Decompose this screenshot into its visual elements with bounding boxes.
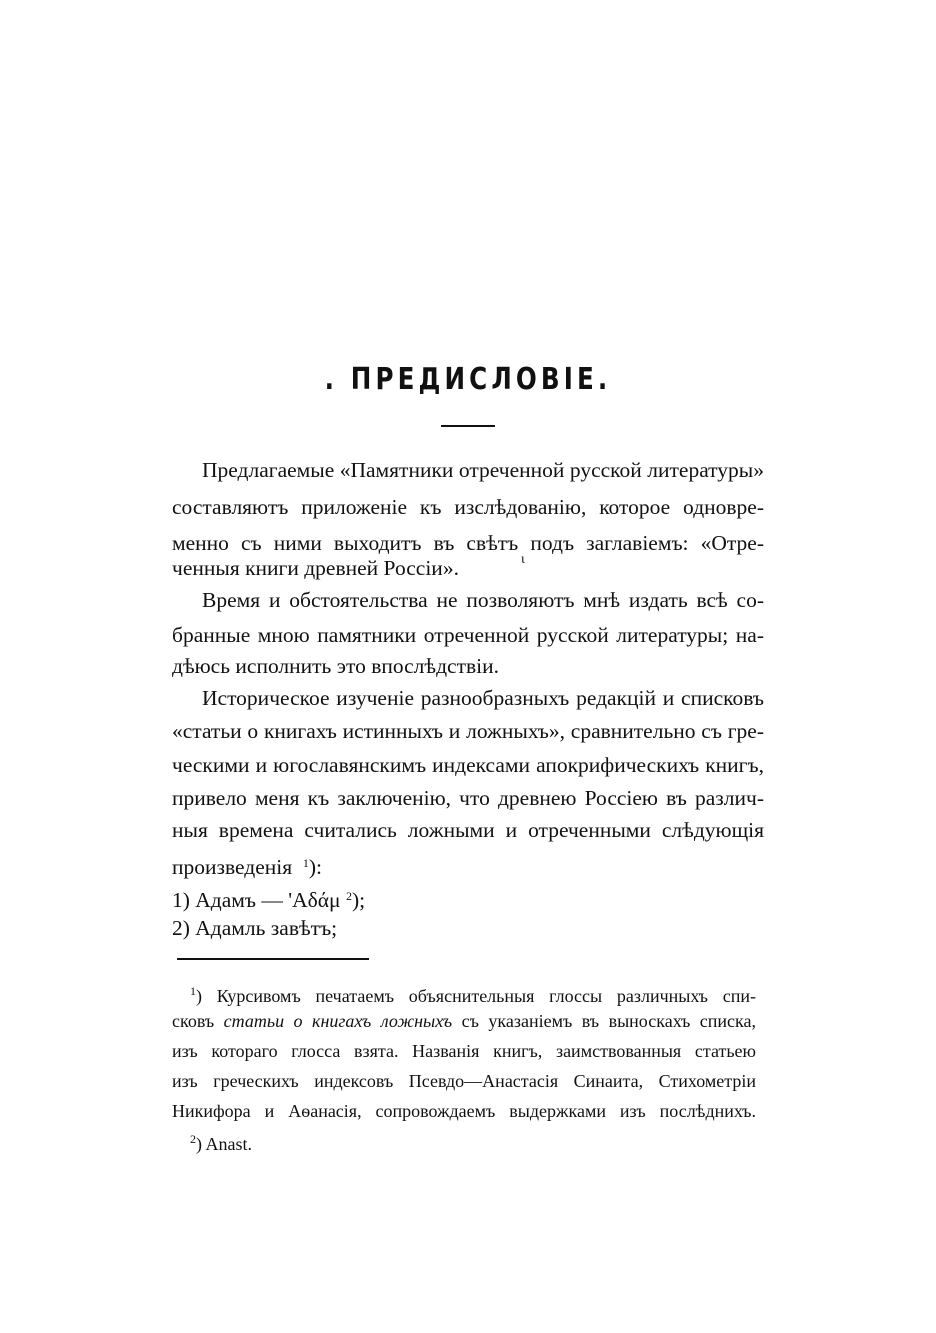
footnote-1-line-2-b: съ указаніемъ въ выноскахъ списка, <box>461 1011 757 1031</box>
paragraph-1-line-3: менно съ ними выходитъ въ свѣтъ подъ заглавіемъ: «Отре- <box>172 531 764 555</box>
footnote-2 <box>190 1124 252 1154</box>
paragraph-1-line-1: Предлагаемые «Памятники отреченной русской литературы» <box>202 458 764 482</box>
stray-mark: ι <box>521 552 525 567</box>
paragraph-3-line-5: ныя времена считались ложными и отреченными слѣдующія <box>172 818 764 842</box>
footnote-1-line-2 <box>172 1006 756 1036</box>
footnote-2-text: ) Anast. <box>196 1134 252 1154</box>
list-item-1-text: 1) Адамъ — 'Αδάμ <box>172 888 341 912</box>
footnote-1-line-1-text: ) Курсивомъ печатаемъ объяснительныя глоссы различныхъ спи- <box>196 986 756 1006</box>
footnote-1-line-4: изъ греческихъ индексовъ Псевдо—Анастасія Синаита, Стихометріи <box>172 1071 756 1091</box>
paragraph-2-line-2: бранные мною памятники отреченной русской литературы; на- <box>172 623 764 647</box>
footnote-1-line-5: Никифора и Аѳанасія, сопровождаемъ выдержками изъ послѣднихъ. <box>172 1101 756 1121</box>
footnote-1-line-1 <box>190 976 756 1006</box>
paragraph-3-end-text: произведенія <box>172 855 293 879</box>
paragraph-1-line-4: ченныя книги древней Россіи». <box>172 556 459 580</box>
paragraph-3-line-4: привело меня къ заключенію, что древнею Россіею въ различ- <box>172 786 764 810</box>
paragraph-2-line-1: Время и обстоятельства не позволяютъ мнѣ издать всѣ со- <box>202 588 764 612</box>
list-item-1 <box>172 878 365 914</box>
footnote-ref-2: 2 <box>345 889 352 903</box>
footnote-ref-1: 1 <box>302 856 309 870</box>
paragraph-3-tail: ): <box>308 855 323 879</box>
paragraph-3-line-2: «статьи о книгахъ истинныхъ и ложныхъ», сравнительно съ гре- <box>172 719 764 743</box>
paragraph-3-line-6 <box>172 845 322 881</box>
page-title: . ПРЕДИСЛОВІЕ. <box>324 362 612 397</box>
footnote-1-italic-title: статьи о книгахъ ложныхъ <box>223 1011 453 1031</box>
footnote-1-marker: 1 <box>190 984 196 998</box>
list-item-1-tail: ); <box>351 888 366 912</box>
footnote-1-line-2-a: сковъ <box>172 1011 215 1031</box>
footnote-1-line-3: изъ котораго глосса взята. Названія книгъ, заимствованныя статьею <box>172 1041 756 1061</box>
footnote-2-marker: 2 <box>190 1132 196 1146</box>
list-item-2: 2) Адамль завѣтъ; <box>172 916 338 940</box>
footnote-rule <box>177 958 369 960</box>
paragraph-3-line-3: ческими и югославянскимъ индексами апокрифическихъ книгъ, <box>172 753 764 777</box>
paragraph-1-line-2: составляютъ приложеніе къ изслѣдованію, которое одновре- <box>172 495 764 519</box>
title-rule <box>441 425 495 427</box>
paragraph-3-line-1: Историческое изученіе разнообразныхъ редакцій и списковъ <box>202 686 764 710</box>
paragraph-2-line-3: дѣюсь исполнить это впослѣдствіи. <box>172 654 499 678</box>
